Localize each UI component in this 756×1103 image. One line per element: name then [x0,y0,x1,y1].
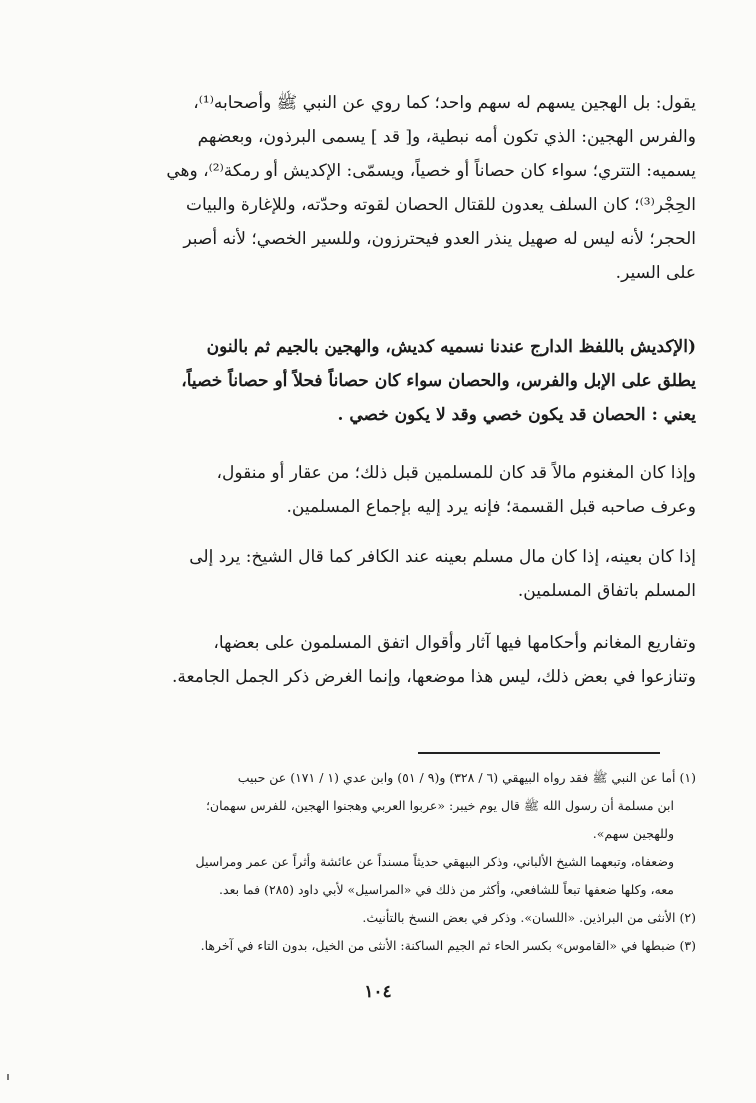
page-number: ١٠٤ [364,982,392,1002]
footnote-line: وضعفاه، وتبعهما الشيخ الألباني، وذكر البيهقي حديثاً مسنداً عن عائشة وأثراً عن عمر ومراسيل [195,854,674,869]
text-line: وتنازعوا في بعض ذلك، ليس هذا موضعها، وإنما الغرض ذكر الجمل الجامعة. [171,667,696,687]
commentary-text [96,330,696,432]
text-line: (الإكديش باللفظ الدارج عندنا نسميه كديش، والهجين بالجيم ثم بالنون [206,337,696,357]
footnote-line: ابن مسلمة أن رسول الله ﷺ قال يوم خيبر: «عربوا العربي وهجنوا الهجين، للفرس سهمان؛ [205,798,674,813]
footnote-line: وللهجين سهم». [592,826,674,841]
text-line: والفرس الهجين: الذي تكون أمه نبطية، و[ قد ] يسمى البرذون، وبعضهم [197,127,696,147]
footnote-line: معه، وكلها ضعفها تبعاً للشافعي، وأكثر من ذلك في «المراسيل» لأبي داود (٢٨٥) فما بعد. [219,882,674,897]
main-text [96,540,696,608]
footnotes [96,764,696,960]
footnote-separator [418,752,660,754]
scan-mark [7,1074,9,1080]
footnote-line: (١) أما عن النبي ﷺ فقد رواه البيهقي (٦ / ٣٢٨) و(٩ / ٥١) وابن عدي (١ / ١٧١) عن حبيب [237,770,696,785]
text-line: المسلم باتفاق المسلمين. [517,581,696,601]
footnote-line: (٣) ضبطها في «القاموس» بكسر الحاء ثم الجيم الساكنة: الأنثى من الخيل، بدون التاء في آخرها. [200,938,696,953]
paragraph-2 [96,330,696,432]
text-line: الحجر؛ لأنه ليس له صهيل ينذر العدو فيحترزون، وللسير الخصي؛ لأنه أصبر [183,229,696,249]
text-line: يعني : الحصان قد يكون خصي وقد لا يكون خصي . [337,405,696,425]
main-text [96,86,696,290]
paragraph-4 [96,540,696,608]
text-line: الحِجْر⁽³⁾؛ كان السلف يعدون للقتال الحصان لقوته وحدّته، وللإغارة والبيات [185,195,696,215]
paragraph-5 [96,626,696,694]
text-line: يسميه: التتري؛ سواء كان حصاناً أو خصياً، ويسمّى: الإكديش أو رمكة⁽²⁾، وهي [166,161,696,181]
paragraph-1 [96,86,696,290]
paragraph-3 [96,456,696,524]
main-text [96,456,696,524]
text-line: يطلق على الإبل والفرس، والحصان سواء كان حصاناً فحلاً أو حصاناً خصياً، [181,371,696,391]
text-line: وإذا كان المغنوم مالاً قد كان للمسلمين قبل ذلك؛ من عقار أو منقول، [216,463,696,483]
footnote-line: (٢) الأنثى من البراذين. «اللسان». وذكر في بعض النسخ بالتأنيث. [362,910,696,925]
text-line: إذا كان بعينه، إذا كان مال مسلم بعينه عند الكافر كما قال الشيخ: يرد إلى [189,547,696,567]
text-line: وتفاريع المغانم وأحكامها فيها آثار وأقوال اتفق المسلمون على بعضها، [213,633,696,653]
main-text [96,626,696,694]
text-line: يقول: بل الهجين يسهم له سهم واحد؛ كما روي عن النبي ﷺ وأصحابه⁽¹⁾، [193,93,696,113]
text-line: وعرف صاحبه قبل القسمة؛ فإنه يرد إليه بإجماع المسلمين. [286,497,696,517]
text-line: على السير. [615,263,696,283]
